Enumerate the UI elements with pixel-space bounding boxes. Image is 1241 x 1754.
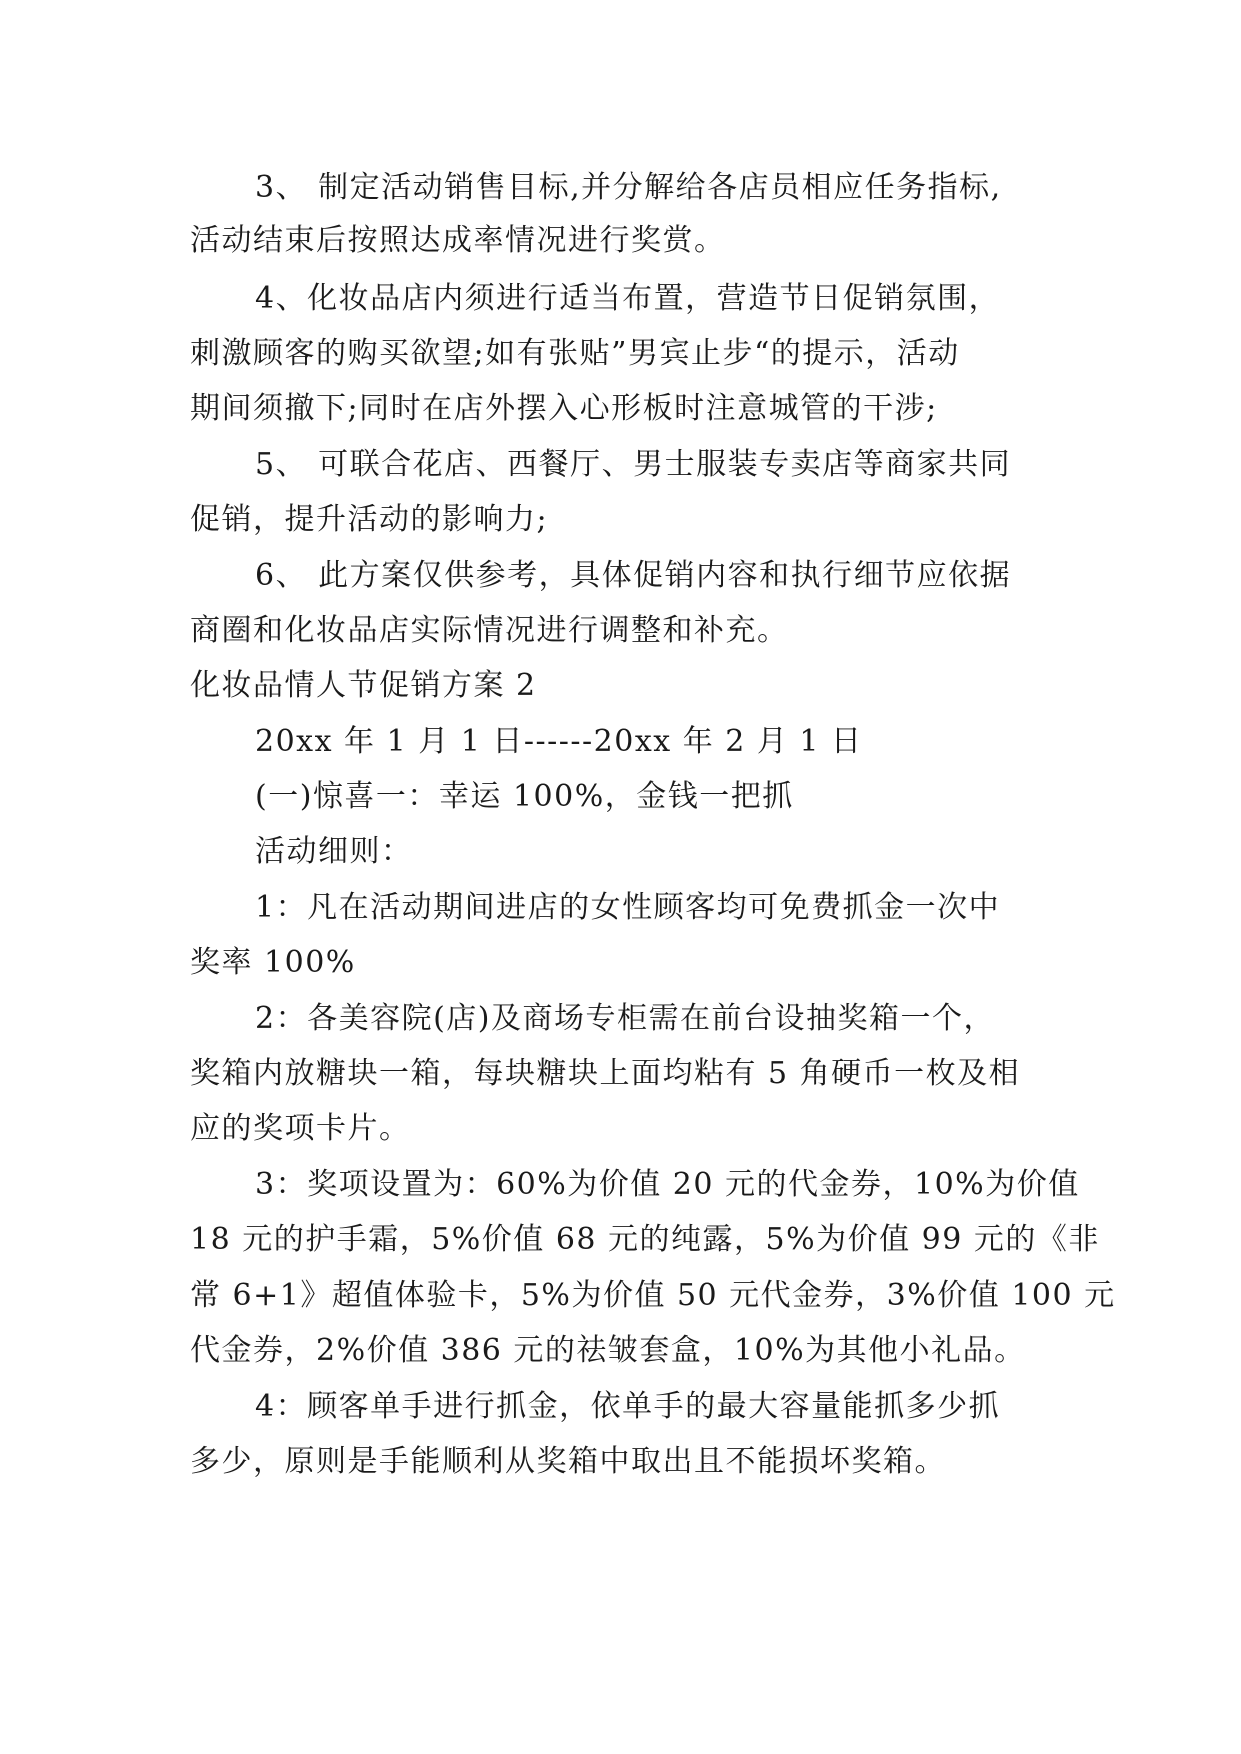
- paragraph-line: 促销，提升活动的影响力;: [190, 502, 549, 537]
- paragraph-line: 2：各美容院(店)及商场专柜需在前台设抽奖箱一个，: [255, 1001, 995, 1036]
- paragraph-line: 6、 此方案仅供参考，具体促销内容和执行细节应依据: [255, 558, 1012, 593]
- subsection-heading: (一)惊喜一：幸运 100%，金钱一把抓: [255, 779, 794, 814]
- paragraph-line: 奖率 100%: [190, 945, 356, 980]
- paragraph-line: 4、化妆品店内须进行适当布置，营造节日促销氛围，: [255, 281, 1001, 316]
- paragraph-line: 1：凡在活动期间进店的女性顾客均可免费抓金一次中: [255, 890, 1001, 925]
- paragraph-line: 活动结束后按照达成率情况进行奖赏。: [190, 223, 726, 258]
- paragraph-line: 5、 可联合花店、西餐厅、男士服装专卖店等商家共同: [255, 447, 1012, 482]
- paragraph-line: 常 6+1》超值体验卡，5%为价值 50 元代金券，3%价值 100 元: [190, 1278, 1116, 1313]
- paragraph-line: 4：顾客单手进行抓金，依单手的最大容量能抓多少抓: [255, 1389, 1001, 1424]
- paragraph-line: 3：奖项设置为：60%为价值 20 元的代金券，10%为价值: [255, 1167, 1080, 1202]
- section-title: 化妆品情人节促销方案 2: [190, 668, 537, 703]
- paragraph-line: 多少，原则是手能顺利从奖箱中取出且不能损坏奖箱。: [190, 1444, 946, 1479]
- paragraph-line: 代金券，2%价值 386 元的祛皱套盒，10%为其他小礼品。: [190, 1333, 1026, 1368]
- rules-heading: 活动细则：: [255, 834, 413, 869]
- paragraph-line: 应的奖项卡片。: [190, 1111, 411, 1146]
- paragraph-line: 3、 制定活动销售目标,并分解给各店员相应任务指标,: [255, 170, 1002, 205]
- date-range: 20xx 年 1 月 1 日------20xx 年 2 月 1 日: [255, 724, 863, 759]
- paragraph-line: 刺激顾客的购买欲望;如有张贴”男宾止步“的提示，活动: [190, 336, 960, 371]
- paragraph-line: 期间须撤下;同时在店外摆入心形板时注意城管的干涉;: [190, 391, 938, 426]
- paragraph-line: 商圈和化妆品店实际情况进行调整和补充。: [190, 613, 789, 648]
- paragraph-line: 18 元的护手霜，5%价值 68 元的纯露，5%为价值 99 元的《非: [190, 1222, 1100, 1257]
- paragraph-line: 奖箱内放糖块一箱，每块糖块上面均粘有 5 角硬币一枚及相: [190, 1056, 1021, 1091]
